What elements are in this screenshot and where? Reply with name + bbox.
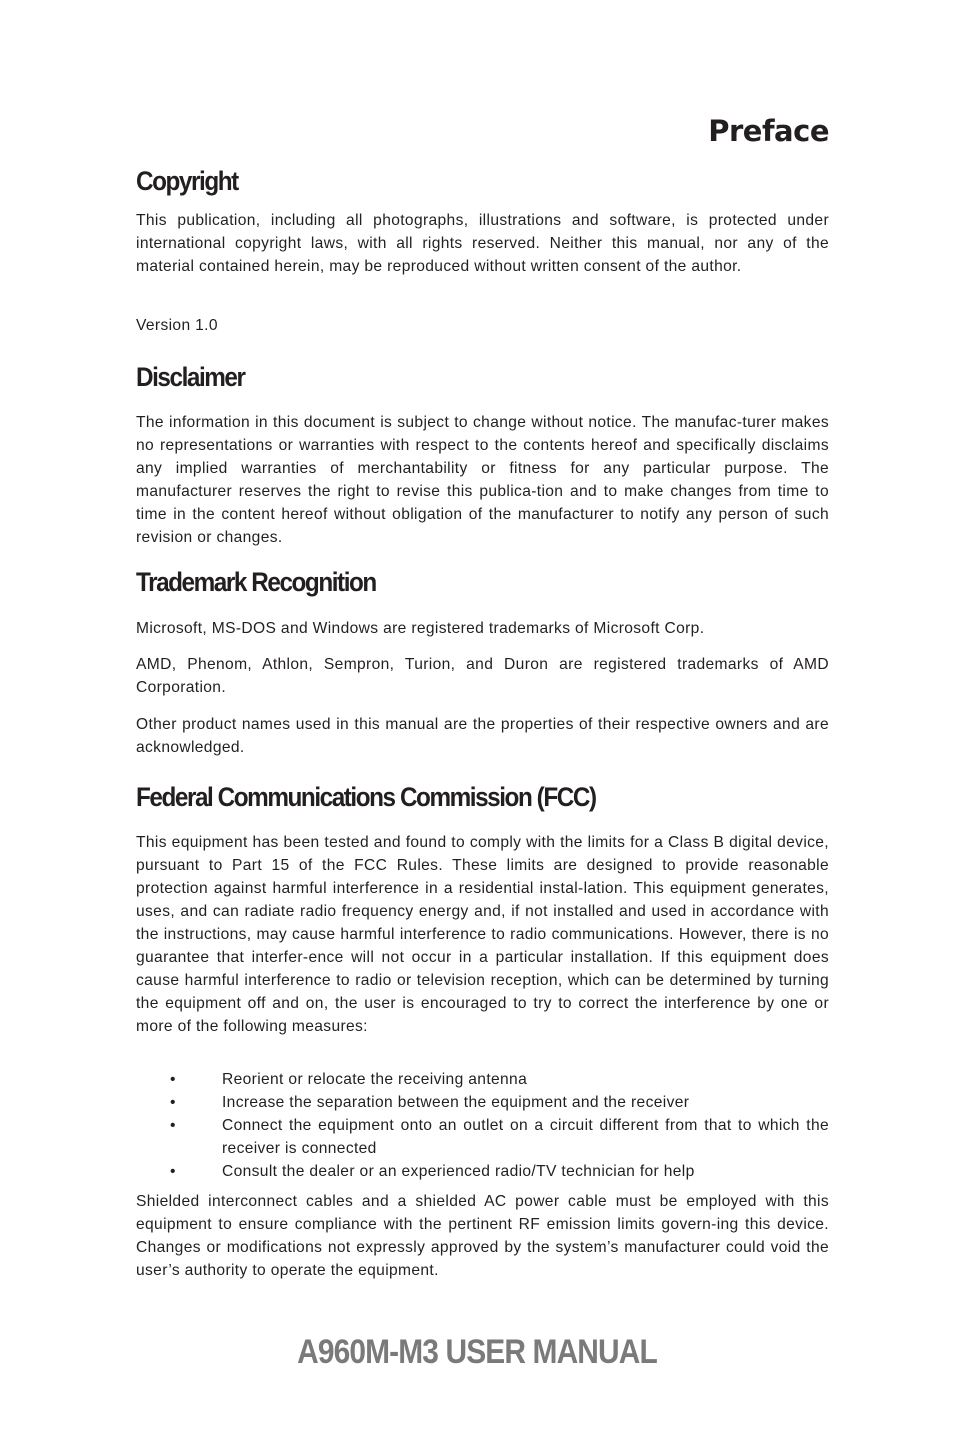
list-item	[136, 1091, 829, 1114]
page-title: Preface	[708, 114, 829, 148]
trademark-paragraph: AMD, Phenom, Athlon, Sempron, Turion, and Duron are registered trademarks of AMD Corporation.	[136, 656, 829, 696]
fcc-heading: Federal Communications Commission (FCC)	[136, 782, 596, 812]
disclaimer-heading: Disclaimer	[136, 362, 245, 392]
list-item-text: Connect the equipment onto an outlet on a circuit different from that to which the receiver is connected	[222, 1117, 829, 1157]
disclaimer-paragraph: The information in this document is subject to change without notice. The manufac-turer makes no representations or warranties with respect to the contents hereof and specifically disclaims any implied warranties of merchantability or fitness for any particular purpose. The manufacturer reserves the right to revise this publica-tion and to make changes from time to time in the content hereof without obligation of the manufacturer to notify any person of such revision or changes.	[136, 414, 829, 546]
list-item	[136, 1114, 829, 1160]
fcc-measures-list	[136, 1068, 829, 1183]
bullet-icon: •	[170, 1094, 176, 1111]
bullet-icon: •	[170, 1163, 176, 1180]
list-item-text: Consult the dealer or an experienced radio/TV technician for help	[222, 1163, 695, 1180]
list-item	[136, 1160, 829, 1183]
trademark-heading: Trademark Recognition	[136, 567, 376, 597]
bullet-icon: •	[170, 1117, 176, 1134]
list-item-text: Increase the separation between the equipment and the receiver	[222, 1094, 690, 1111]
list-item-text: Reorient or relocate the receiving antenna	[222, 1071, 528, 1088]
trademark-paragraph: Other product names used in this manual are the properties of their respective owners and are acknowledged.	[136, 716, 829, 756]
fcc-closing-paragraph: Shielded interconnect cables and a shielded AC power cable must be employed with this equipment to ensure compliance with the pertinent RF emission limits govern-ing this device. Changes or modifications not expressly approved by the system’s manufacturer could void the user’s authority to operate the equipment.	[136, 1193, 829, 1279]
trademark-paragraph: Microsoft, MS-DOS and Windows are registered trademarks of Microsoft Corp.	[136, 620, 705, 637]
bullet-icon: •	[170, 1071, 176, 1088]
footer-manual-title: A960M-M3 USER MANUAL	[297, 1333, 657, 1371]
copyright-paragraph: This publication, including all photographs, illustrations and software, is protected under international copyright laws, with all rights reserved. Neither this manual, nor any of the material contained herein, may be reproduced without written consent of the author.	[136, 212, 829, 275]
list-item	[136, 1068, 829, 1091]
copyright-heading: Copyright	[136, 166, 238, 196]
version-text: Version 1.0	[136, 317, 218, 334]
fcc-intro-paragraph: This equipment has been tested and found to comply with the limits for a Class B digital device, pursuant to Part 15 of the FCC Rules. These limits are designed to provide reasonable protection against harmful interference in a residential instal-lation. This equipment generates, uses, and can radiate radio frequency energy and, if not installed and used in accordance with the instructions, may cause harmful interference to radio communications. However, there is no guarantee that interfer-ence will not occur in a particular installation. If this equipment does cause harmful interference to radio or television reception, which can be determined by turning the equipment off and on, the user is encouraged to try to correct the interference by one or more of the following measures:	[136, 834, 829, 1035]
